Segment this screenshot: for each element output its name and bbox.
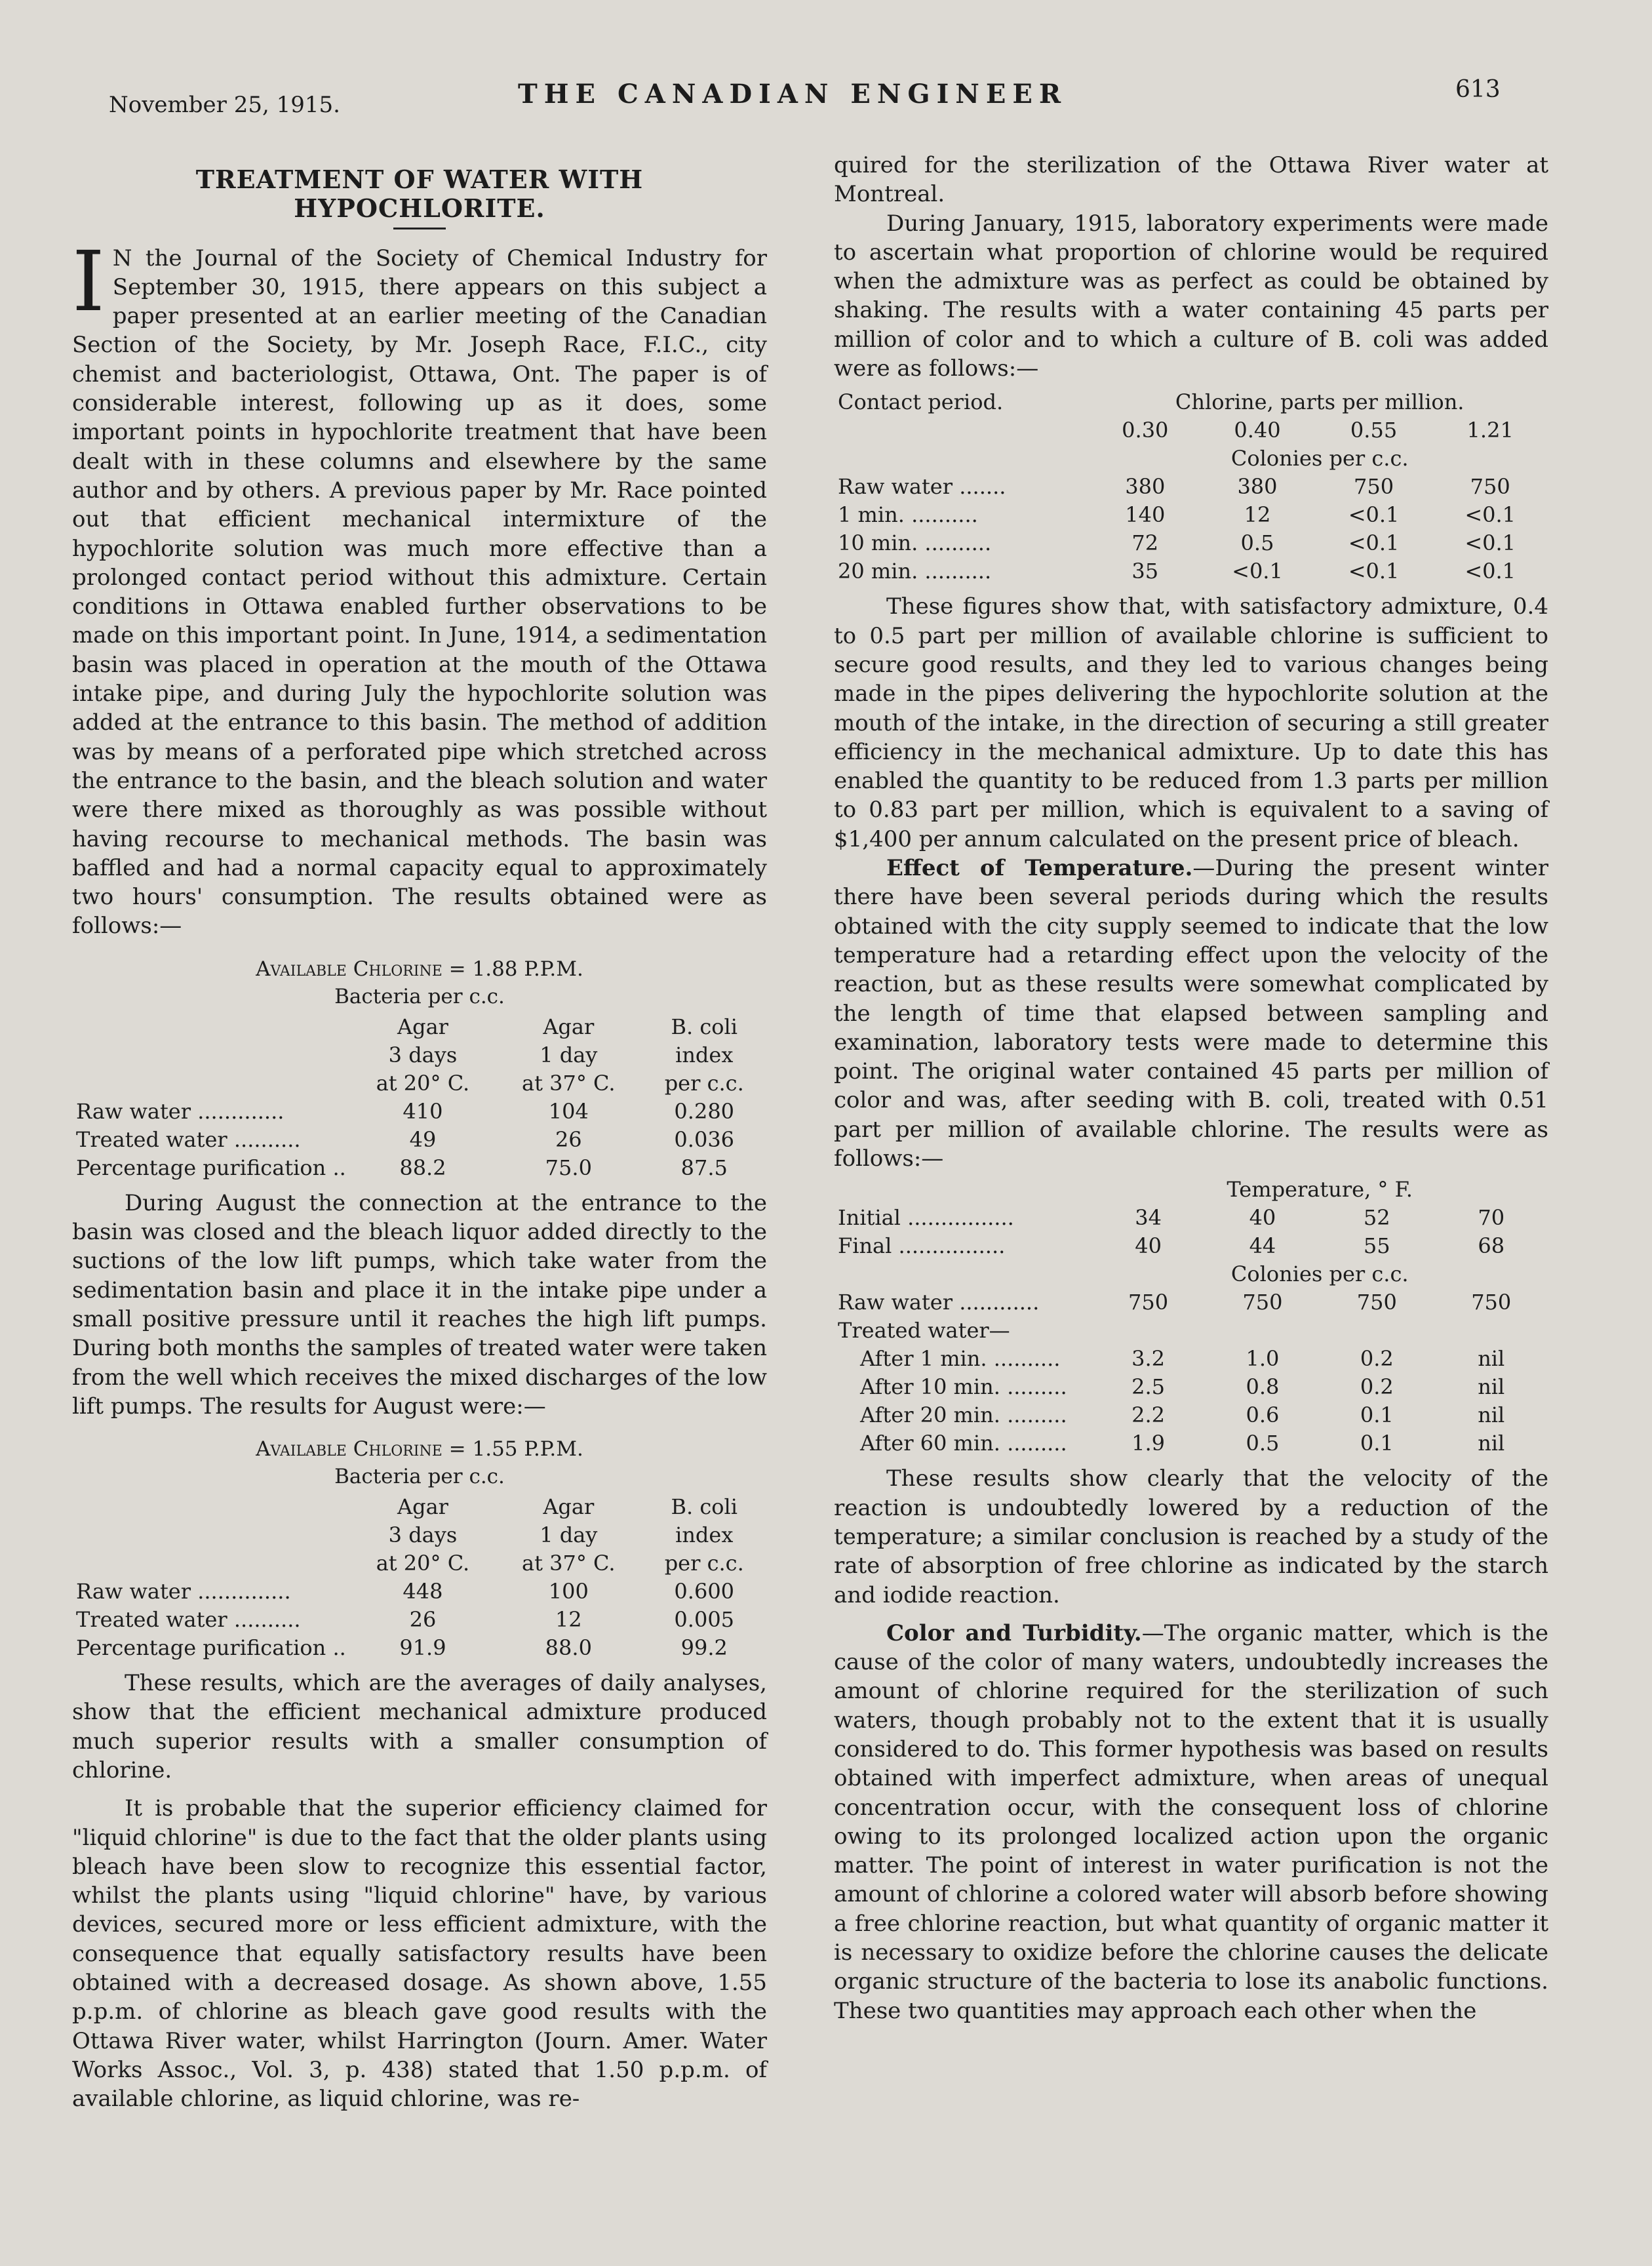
page-header bbox=[0, 73, 1652, 118]
paragraph-temperature: Effect of Temperature.—During the present winter there have been several periods during which the results obtained with the city supply seemed to indicate that the low temperature had a retarding effect upon the velocity of the reaction, but as these results were somewhat complicated by the length of time that elapsed between sampling and examination, laboratory tests were made to determine this point. The original water contained 45 parts per million of color and was, after seeding with B. coli, treated with 0.51 part per million of available chlorine. The results were as follows:— bbox=[834, 855, 1548, 1172]
paragraph-figures: These figures show that, with satisfactory admixture, 0.4 to 0.5 part per million of available chlorine is sufficient to secure good results, and they led to various changes being made in the pipes delivering the hypochlorite solution at the mouth of the intake, in the direction of securing a still greater efficiency in the mechanical admixture. Up to date this has enabled the quantity to be reduced from 1.3 parts per million to 0.83 part per million, which is equivalent to a saving of $1,400 per annum calculated on the present price of bleach. bbox=[834, 593, 1548, 852]
table-row: Raw water ............ 750 750 750 750 bbox=[838, 1290, 1512, 1315]
table1: Agar Agar B. coli 3 days 1 day index at 20° C. at 37° C. per c.c. Raw water ............. 410 104 0.280 Treated water .......... 49 26 0.036 Percentage purification .. 88.2 75.0 87.5 bbox=[72, 1013, 767, 1182]
intro-text: N the Journal of the Society of Chemical Industry for September 30, 1915, there appears on this subject a paper presented at an earlier meeting of the Canadian Section of the Society, by Mr. Joseph Race, F.I.C., city chemist and bacteriologist, Ottawa, Ont. The paper is of considerable interest, following up as it does, some important points in hypochlorite treatment that have been dealt with in these columns and elsewhere by the same author and by others. A previous paper by Mr. Race pointed out that efficient mechanical intermixture of the hypochlorite solution was much more effective than a prolonged contact period without this admixture. Certain conditions in Ottawa enabled further observations to be made on this important point. In June, 1914, a sedimentation basin was placed in operation at the mouth of the Ottawa intake pipe, and during July the hypochlorite solution was added at the entrance to this basin. The method of addition was by means of a perforated pipe which stretched across the entrance to the basin, and the bleach solution and water were there mixed as thoroughly as was possible without having recourse to mechanical methods. The basin was baffled and had a normal capacity equal to approximately two hours' consumption. The results obtained were as follows:— bbox=[72, 245, 767, 940]
table1-caption: Available Chlorine = 1.88 P.P.M. bbox=[256, 957, 583, 981]
table-row: Initial ................ 34 40 52 70 bbox=[838, 1205, 1505, 1231]
paragraph-august: During August the connection at the entrance to the basin was closed and the bleach liquor added directly to the suctions of the low lift pumps, which take water from the sedimentation basin and place it in the intake pipe under a small positive pressure until it reaches the high lift pumps. During both months the samples of treated water were taken from the well which receives the mixed discharges of the low lift pumps. The results for August were:— bbox=[72, 1189, 767, 1420]
paragraph-january: During January, 1915, laboratory experiments were made to ascertain what proportion of chlorine would be required when the admixture was as perfect as could be obtained by shaking. The results with a water containing 45 parts per million of color and to which a culture of B. coli was added were as follows:— bbox=[834, 210, 1548, 382]
table2-subcaption: Bacteria per c.c. bbox=[334, 1465, 505, 1489]
table1-subcaption: Bacteria per c.c. bbox=[334, 984, 505, 1008]
paragraph-averages: These results, which are the averages of daily analyses, show that the efficient mechanical admixture produced much superior results with a smaller consumption of chlorine. bbox=[72, 1670, 767, 1783]
left-column bbox=[72, 151, 767, 2114]
table-row: 1 min. .......... 140 12 <0.1 <0.1 bbox=[838, 502, 1516, 528]
table-row: Treated water .......... 49 26 0.036 bbox=[76, 1126, 735, 1152]
drop-cap: I bbox=[72, 233, 105, 330]
table-row: After 60 min. ......... 1.9 0.5 0.1 nil bbox=[860, 1431, 1505, 1456]
table-row: 10 min. .......... 72 0.5 <0.1 <0.1 bbox=[838, 530, 1516, 556]
table-row: Treated water .......... 26 12 0.005 bbox=[76, 1607, 735, 1633]
table3: Contact period. Chlorine, parts per million. 0.30 0.40 0.55 1.21 Colonies per c.c. Raw water ....... 380 380 750 750 1 min. .......... 140 12 <0.1 <0.1 10 min. .......... 72 0.5 <0.1 <0.1 20 min. .......... 35 <0.1 <0.1 <0.1 bbox=[834, 388, 1548, 586]
table-row: Raw water ............. 410 104 0.280 bbox=[76, 1098, 735, 1124]
issue-date: November 25, 1915. bbox=[109, 92, 340, 118]
table2-caption: Available Chlorine = 1.55 P.P.M. bbox=[256, 1437, 583, 1461]
table2: Agar Agar B. coli 3 days 1 day index at 20° C. at 37° C. per c.c. Raw water .............. 448 100 0.600 Treated water .......... 26 12 0.005 Percentage purification .. 91.9 88.0 99.2 bbox=[72, 1493, 767, 1662]
table-row: Raw water .............. 448 100 0.600 bbox=[76, 1579, 735, 1604]
intro-paragraph bbox=[72, 233, 767, 941]
paragraph-velocity: These results show clearly that the velocity of the reaction is undoubtedly lowered by a reduction of the temperature; a similar conclusion is reached by a study of the rate of absorption of free chlorine as indicated by the starch and iodide reaction. bbox=[834, 1465, 1548, 1608]
table4: Temperature, ° F. Initial ................ 34 40 52 70 Final ................ 40 44 55 68 Colonies per c.c. Raw water ............ 750 750 750 750 Treated water— After 1 min. .......... 3.2 1.0 0.2 nil After 10 min. ......... 2.5 0.8 0.2 nil After 20 min. ......... 2.2 0.6 0.1 nil After 60 min. ......... 1.9 0.5 0.1 nil bbox=[834, 1176, 1548, 1458]
table-row: After 1 min. .......... 3.2 1.0 0.2 nil bbox=[860, 1346, 1505, 1372]
journal-title: THE CANADIAN ENGINEER bbox=[518, 79, 1068, 109]
table-row: Final ................ 40 44 55 68 bbox=[838, 1233, 1505, 1259]
color-heading: Color and Turbidity. bbox=[886, 1620, 1142, 1646]
page-number: 613 bbox=[1455, 76, 1501, 103]
table-row: Percentage purification .. 91.9 88.0 99.2 bbox=[76, 1635, 728, 1661]
temperature-heading: Effect of Temperature. bbox=[886, 855, 1193, 882]
paragraph-color: Color and Turbidity.—The organic matter, which is the cause of the color of many waters, undoubtedly increases the amount of chlorine required for the sterilization of such waters, though probably not to the extent that it is usually considered to do. This former hypothesis was based on results obtained with imperfect admixture, when areas of unequal concentration occur, with the consequent loss of chlorine owing to its prolonged localized action upon the organic matter. The point of interest in water purification is not the amount of chlorine a colored water will absorb before showing a free chlorine reaction, but what quantity of organic matter it is necessary to oxidize before the chlorine causes the delicate organic structure of the bacteria to lose its anabolic functions. These two quantities may approach each other when the bbox=[834, 1620, 1549, 2024]
table-row: After 10 min. ......... 2.5 0.8 0.2 nil bbox=[860, 1374, 1505, 1400]
paragraph-continued: quired for the sterilization of the Ottawa River water at Montreal. bbox=[834, 152, 1548, 208]
article-title: TREATMENT OF WATER WITH HYPOCHLORITE. bbox=[195, 165, 644, 224]
table-row: Raw water ....... 380 380 750 750 bbox=[838, 474, 1510, 500]
table-row: Percentage purification .. 88.2 75.0 87.5 bbox=[76, 1155, 728, 1180]
right-column bbox=[834, 151, 1548, 2025]
table-row: After 20 min. ......... 2.2 0.6 0.1 nil bbox=[860, 1402, 1505, 1428]
title-rule bbox=[393, 228, 446, 229]
paragraph-liquid-chlorine: It is probable that the superior efficiency claimed for "liquid chlorine" is due to the fact that the older plants using bleach have been slow to recognize this essential factor, whilst the plants using "liquid chlorine" have, by various devices, secured more or less efficient admixture, with the consequence that equally satisfactory results have been obtained with a decreased dosage. As shown above, 1.55 p.p.m. of chlorine as bleach gave good results with the Ottawa River water, whilst Harrington (Journ. Amer. Water Works Assoc., Vol. 3, p. 438) stated that 1.50 p.p.m. of available chlorine, as liquid chlorine, was re- bbox=[72, 1795, 767, 2113]
table-row: 20 min. .......... 35 <0.1 <0.1 <0.1 bbox=[838, 559, 1516, 584]
